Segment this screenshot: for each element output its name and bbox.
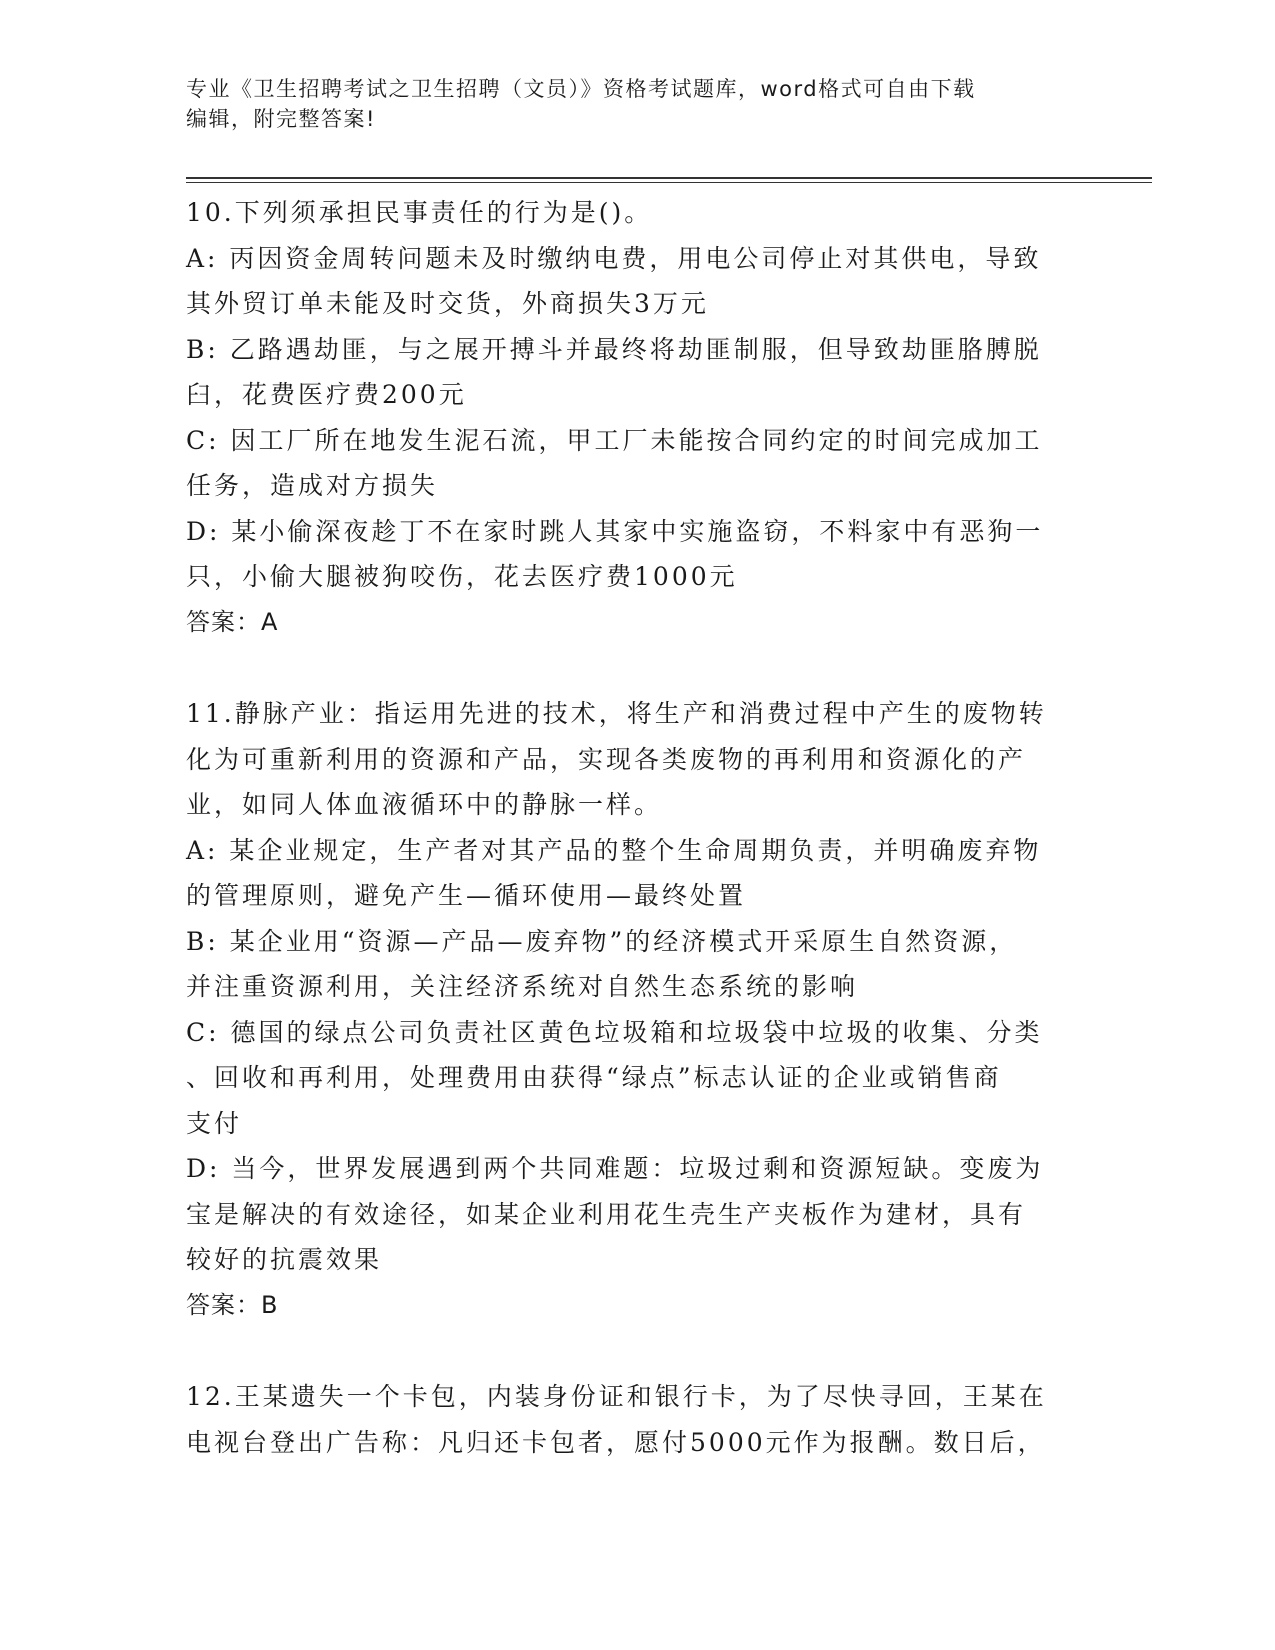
question-line: D: 某小偷深夜趁丁不在家时跳人其家中实施盗窃，不料家中有恶狗一 bbox=[186, 516, 1044, 546]
question-line: 支付 bbox=[186, 1108, 243, 1138]
question-10 bbox=[186, 190, 1086, 645]
question-line: 、回收和再利用，处理费用由获得“绿点”标志认证的企业或销售商 bbox=[186, 1063, 1002, 1092]
header-line-1: 专业《卫生招聘考试之卫生招聘（文员）》资格考试题库，word格式可自由下载 bbox=[186, 77, 976, 101]
question-line: A: 丙因资金周转问题未及时缴纳电费，用电公司停止对其供电，导致 bbox=[186, 243, 1042, 273]
question-12 bbox=[186, 1374, 1086, 1465]
question-line: 10.下列须承担民事责任的行为是()。 bbox=[186, 198, 653, 227]
question-11 bbox=[186, 691, 1086, 1328]
answer-label: 答案：B bbox=[186, 1290, 279, 1319]
question-line: 较好的抗震效果 bbox=[186, 1245, 383, 1274]
question-line: 的管理原则，避免产生—循环使用—最终处置 bbox=[186, 881, 747, 910]
question-line: 只，小偷大腿被狗咬伤，花去医疗费1000元 bbox=[186, 562, 738, 591]
question-line: B: 某企业用“资源—产品—废弃物”的经济模式开采原生自然资源， bbox=[186, 926, 1018, 956]
spacer bbox=[186, 645, 1086, 691]
question-line: C: 德国的绿点公司负责社区黄色垃圾箱和垃圾袋中垃圾的收集、分类 bbox=[186, 1017, 1043, 1047]
question-line: 并注重资源利用，关注经济系统对自然生态系统的影响 bbox=[186, 972, 859, 1001]
document-header bbox=[186, 74, 1066, 134]
question-line: 宝是解决的有效途径，如某企业利用花生壳生产夹板作为建材，具有 bbox=[186, 1199, 1027, 1229]
question-line: 电视台登出广告称：凡归还卡包者，愿付5000元作为报酬。数日后， bbox=[186, 1427, 1046, 1457]
question-list bbox=[186, 190, 1086, 1465]
question-line: C: 因工厂所在地发生泥石流，甲工厂未能按合同约定的时间完成加工 bbox=[186, 425, 1043, 455]
spacer bbox=[186, 1328, 1086, 1374]
question-line: 化为可重新利用的资源和产品，实现各类废物的再利用和资源化的产 bbox=[186, 744, 1027, 774]
question-line: 12.王某遗失一个卡包，内装身份证和银行卡，为了尽快寻回，王某在 bbox=[186, 1382, 1047, 1411]
header-line-2: 编辑，附完整答案! bbox=[186, 107, 376, 131]
header-rule-thin bbox=[186, 182, 1152, 183]
question-line: 11.静脉产业：指运用先进的技术，将生产和消费过程中产生的废物转 bbox=[186, 699, 1047, 728]
question-line: D: 当今，世界发展遇到两个共同难题：垃圾过剩和资源短缺。变废为 bbox=[186, 1154, 1044, 1183]
answer-label: 答案：A bbox=[186, 607, 279, 636]
header-rule-thick bbox=[186, 177, 1152, 179]
question-line: 业，如同人体血液循环中的静脉一样。 bbox=[186, 790, 663, 819]
question-line: 臼，花费医疗费200元 bbox=[186, 380, 467, 409]
question-line: 任务，造成对方损失 bbox=[186, 471, 439, 500]
question-line: A: 某企业规定，生产者对其产品的整个生命周期负责，并明确废弃物 bbox=[186, 835, 1042, 865]
question-line: B: 乙路遇劫匪，与之展开搏斗并最终将劫匪制服，但导致劫匪胳膊脱 bbox=[186, 334, 1042, 364]
question-line: 其外贸订单未能及时交货，外商损失3万元 bbox=[186, 289, 709, 318]
